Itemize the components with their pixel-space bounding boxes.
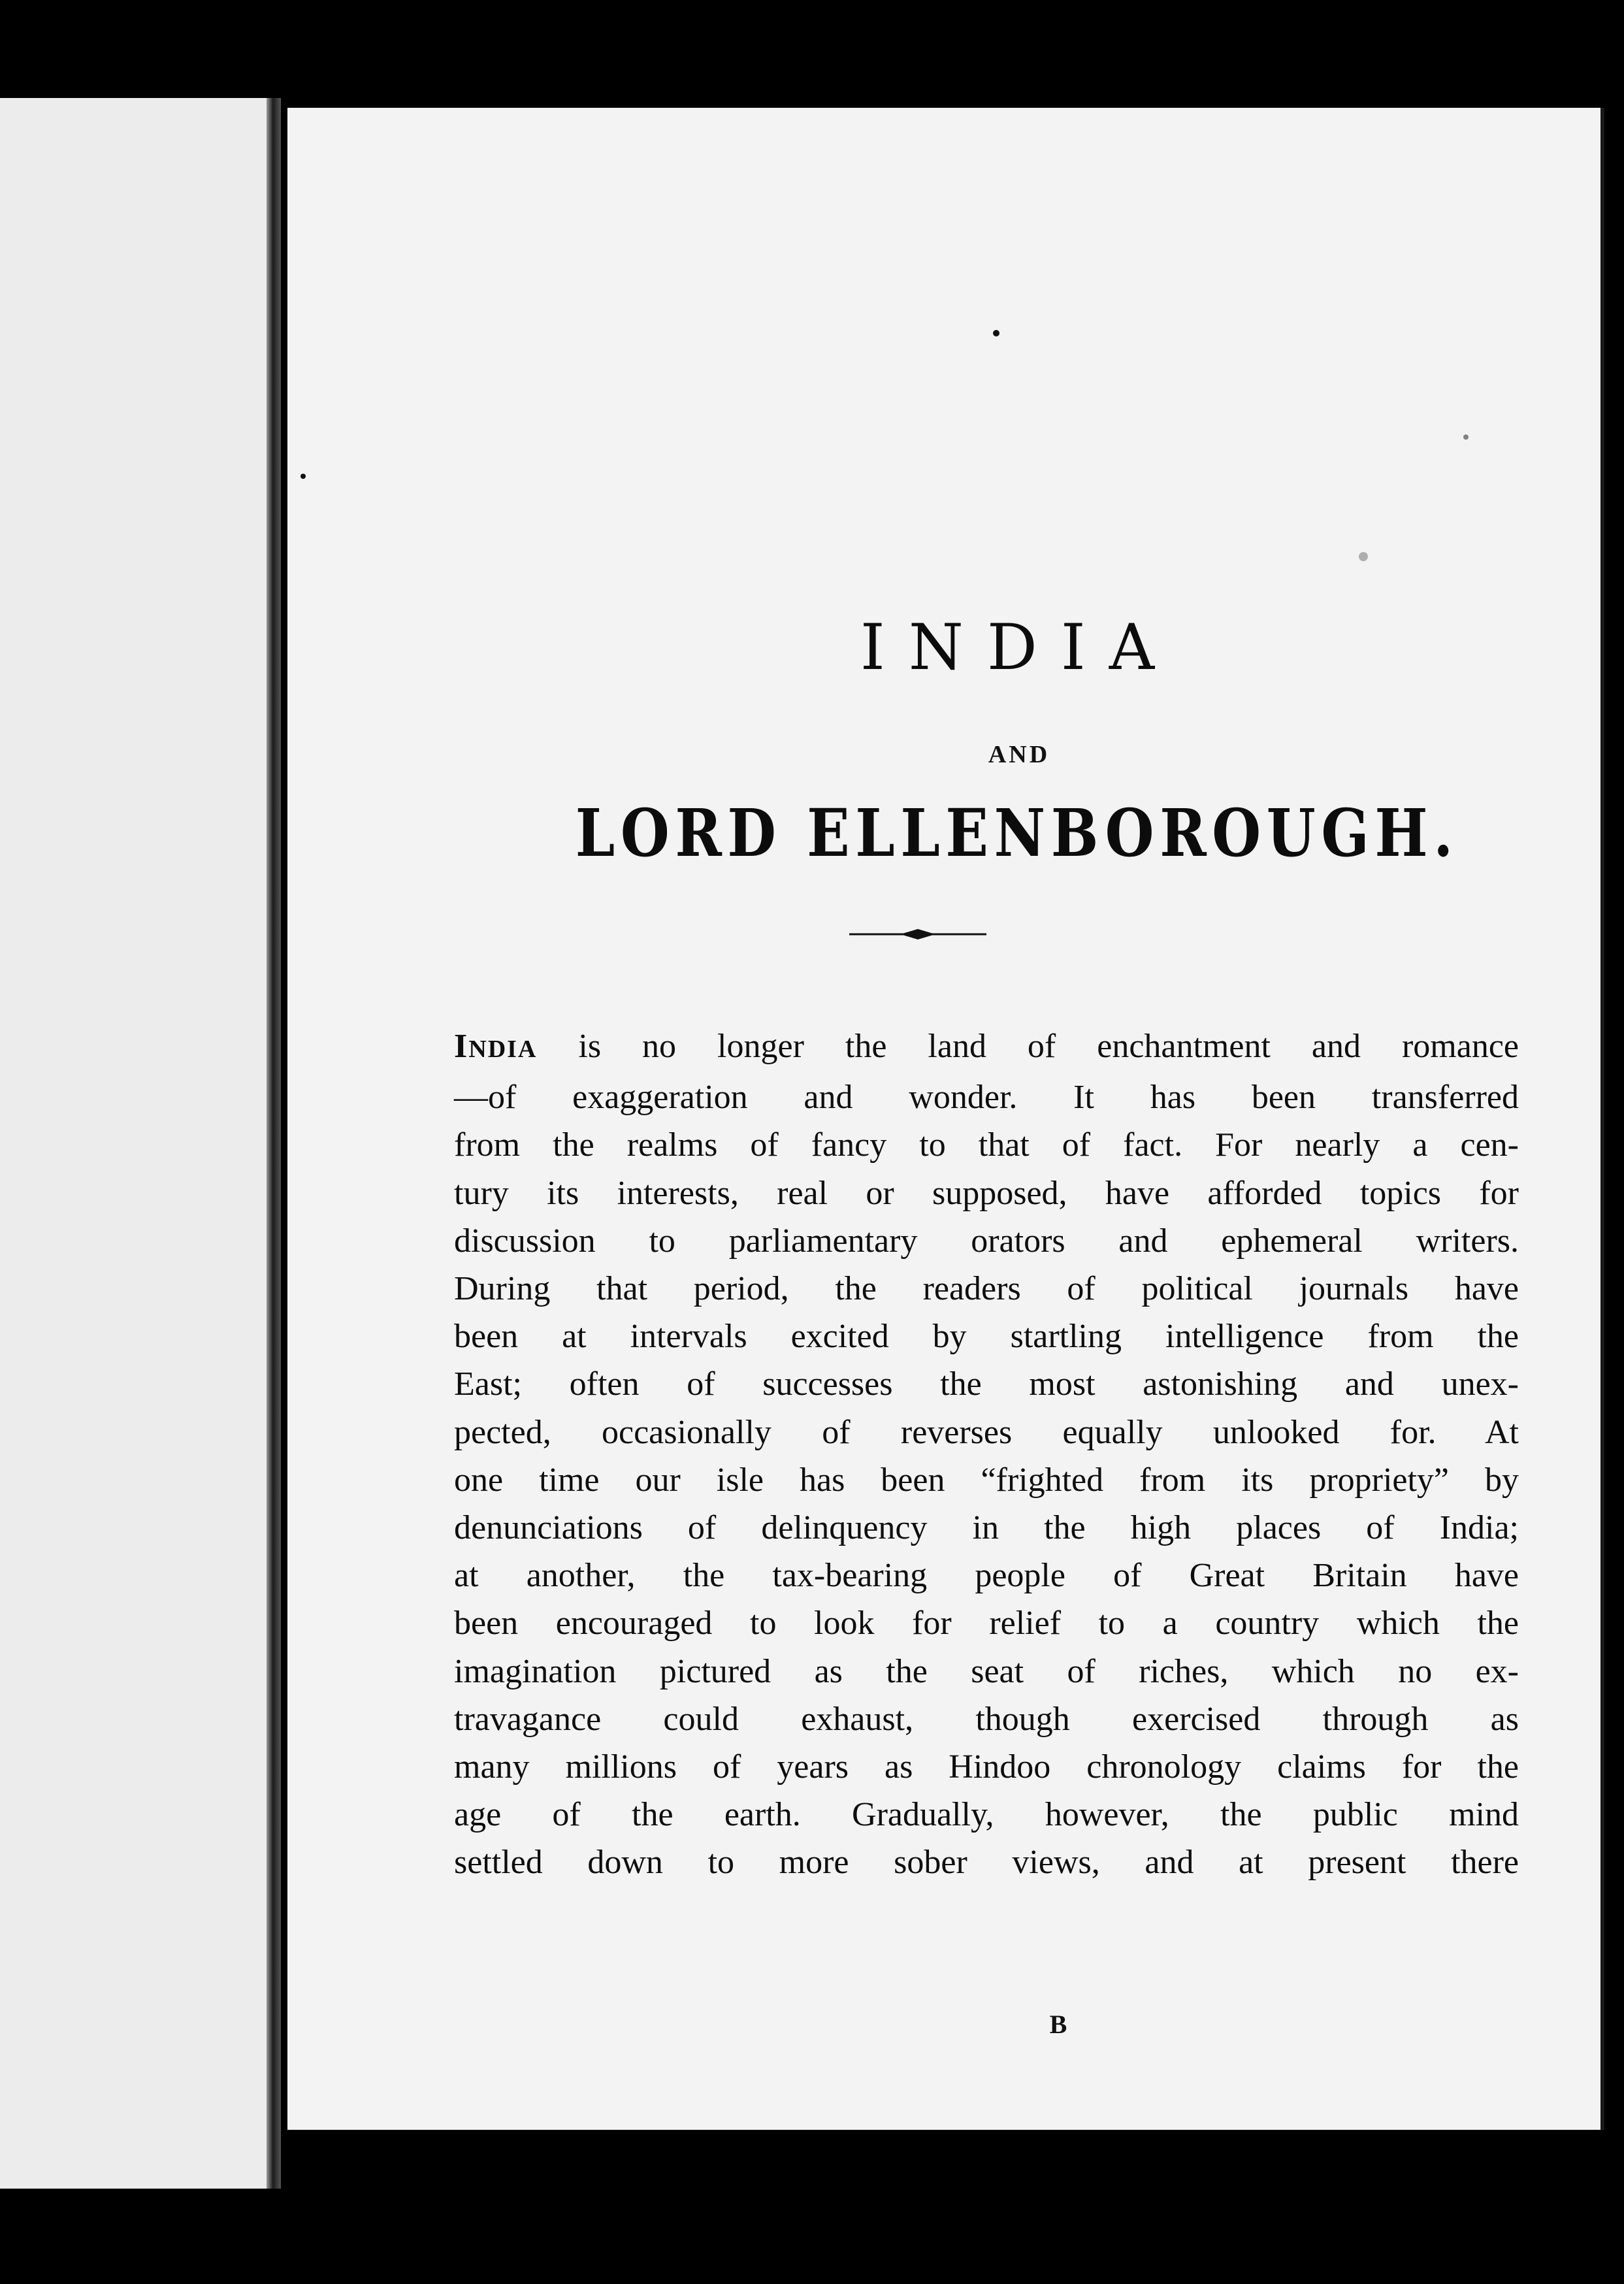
body-line: imagination pictured as the seat of riches, which no ex- bbox=[454, 1652, 1519, 1690]
body-line-text: is no longer the land of enchantment and romance bbox=[537, 1028, 1519, 1065]
body-line: many millions of years as Hindoo chronology claims for the bbox=[454, 1748, 1519, 1786]
body-paragraph bbox=[454, 1022, 1519, 1887]
left-page-edge bbox=[0, 98, 268, 2189]
body-line: —of exaggeration and wonder. It has been transferred bbox=[454, 1079, 1519, 1117]
body-line: from the realms of fancy to that of fact. For nearly a cen- bbox=[454, 1126, 1519, 1164]
signature-mark: B bbox=[1049, 2010, 1067, 2039]
title-india: INDIA bbox=[860, 611, 1178, 684]
body-line: settled down to more sober views, and at present there bbox=[454, 1844, 1519, 1882]
book-spine bbox=[267, 98, 281, 2189]
page-content bbox=[287, 108, 1600, 2130]
title-and: AND bbox=[988, 741, 1050, 768]
body-line: age of the earth. Gradually, however, the public mind bbox=[454, 1796, 1519, 1834]
body-line: been at intervals excited by startling intelligence from the bbox=[454, 1318, 1519, 1356]
body-line: at another, the tax-bearing people of Great Britain have bbox=[454, 1557, 1519, 1595]
body-line bbox=[454, 1022, 1519, 1073]
body-line: East; often of successes the most astonishing and unex- bbox=[454, 1365, 1519, 1403]
body-line: denunciations of delinquency in the high places of India; bbox=[454, 1509, 1519, 1547]
body-line: one time our isle has been “frighted from its propriety” by bbox=[454, 1461, 1519, 1499]
body-line: pected, occasionally of reverses equally unlooked for. At bbox=[454, 1413, 1519, 1451]
body-line: During that period, the readers of political journals have bbox=[454, 1270, 1519, 1308]
body-line: travagance could exhaust, though exercised through as bbox=[454, 1700, 1519, 1738]
title-lord-ellenborough: LORD ELLENBOROUGH. bbox=[575, 794, 1459, 872]
body-line: been encouraged to look for relief to a country which the bbox=[454, 1605, 1519, 1642]
body-line: discussion to parliamentary orators and ephemeral writers. bbox=[454, 1222, 1519, 1260]
ornament-rule bbox=[849, 921, 986, 947]
book-page bbox=[287, 108, 1604, 2130]
drop-word: INDIA bbox=[454, 1028, 538, 1065]
body-line: tury its interests, real or supposed, have afforded topics for bbox=[454, 1174, 1519, 1212]
